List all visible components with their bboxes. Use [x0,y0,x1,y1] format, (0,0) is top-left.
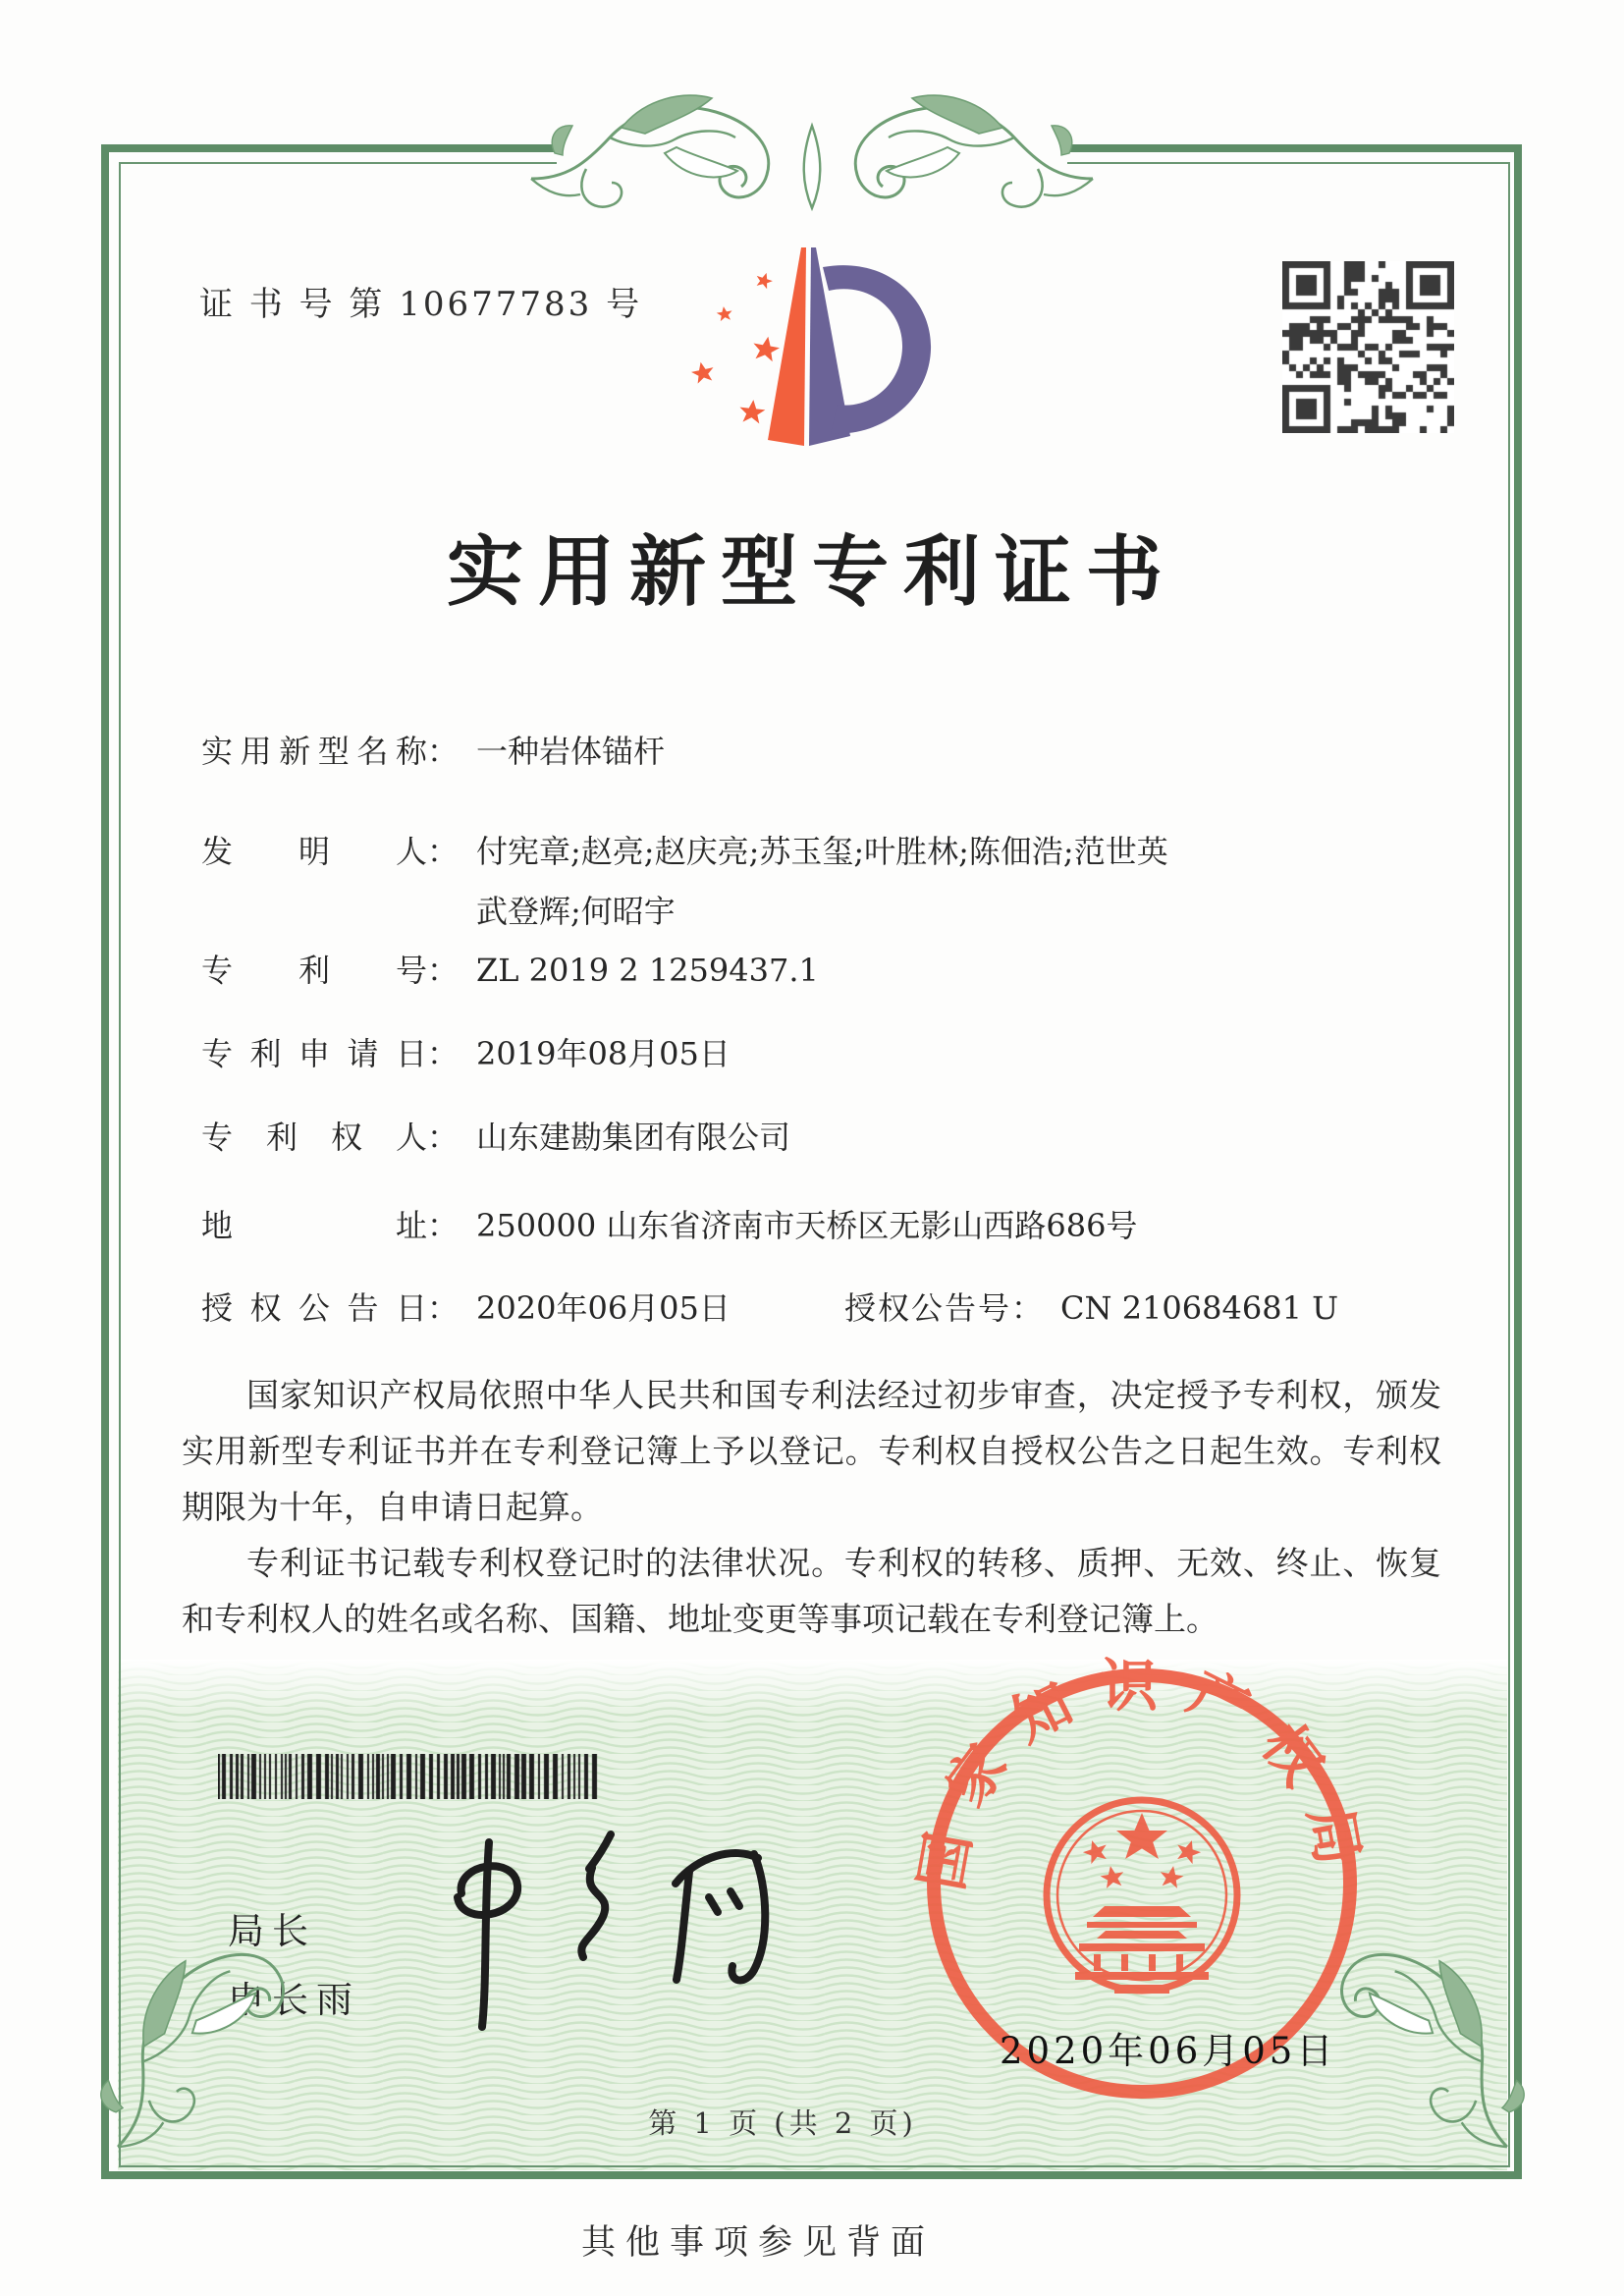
field-patentee [201,1113,790,1158]
certificate-number: 证 书 号 第 10677783 号 [199,285,643,324]
colon: ： [427,1119,460,1156]
colon: ： [427,833,460,870]
logo-cone-left [768,247,806,446]
back-side-note: 其他事项参见背面 [580,2223,935,2263]
official-seal [884,1620,1414,2180]
colon: ： [427,1035,460,1072]
field-label: 授权公告号 [844,1289,1012,1327]
legal-paragraph-1: 国家知识产权局依照中华人民共和国专利法经过初步审查，决定授予专利权，颁发实用新型专利证书并在专利登记簿上予以登记。专利权自授权公告之日起生效。专利权期限为十年，自申请日起算。 [182,1376,1441,1526]
director-name: 申长雨 [228,1979,360,2021]
logo-p-bowl [823,265,931,433]
logo-stars [689,270,781,424]
field-label: 地址 [201,1207,427,1244]
page-number: 第 1 页 (共 2 页) [648,2106,917,2140]
field-value: CN 210684681 U [1060,1289,1339,1327]
seal-org-text: 国家知识产权局 [907,1652,1377,1895]
seal-date: 2020年06月05日 [1000,2030,1337,2072]
colon: ： [427,1289,460,1327]
field-value: 250000 山东省济南市天桥区无影山西路686号 [476,1207,1138,1244]
top-floral-ornament [517,75,1107,242]
field-value: 一种岩体锚杆 [476,733,666,770]
field-grant-number [844,1284,1338,1329]
field-utility-model-name [201,727,665,772]
colon: ： [1011,1289,1044,1327]
field-inventors [201,827,1168,872]
field-inventors-line2 [201,887,676,932]
field-label: 专利号 [201,952,427,989]
field-value: 武登辉;何昭宇 [476,893,676,930]
field-address [201,1201,1137,1246]
cnipa-logo [619,218,982,473]
legal-text [182,1367,1441,1647]
field-label: 发明人 [201,833,427,870]
svg-text:国家知识产权局 [907,1653,1376,1895]
certificate-title: 实用新型专利证书 [446,527,1177,617]
director-role-label: 局长 [228,1910,316,1952]
field-value: 山东建勘集团有限公司 [476,1119,791,1156]
colon: ： [427,952,460,989]
field-value: ZL 2019 2 1259437.1 [476,952,819,989]
colon: ： [427,733,460,770]
legal-paragraph-2: 专利证书记载专利权登记时的法律状况。专利权的转移、质押、无效、终止、恢复和专利权人的姓名或名称、国籍、地址变更等事项记载在专利登记簿上。 [182,1544,1441,1638]
colon: ： [427,1207,460,1244]
field-filing-date [201,1029,731,1074]
qr-code [1282,261,1454,433]
field-value: 付宪章;赵亮;赵庆亮;苏玉玺;叶胜林;陈佃浩;范世英 [476,833,1168,870]
seal-national-emblem [1047,1800,1237,1994]
field-label: 实用新型名称 [201,733,427,770]
field-value: 2019年08月05日 [476,1035,731,1072]
field-grant-row [201,1284,1339,1329]
field-label: 专利申请日 [201,1035,427,1072]
field-label: 授权公告日 [201,1289,427,1327]
field-label: 专利权人 [201,1119,427,1156]
field-patent-number [201,946,819,991]
field-value: 2020年06月05日 [476,1289,731,1327]
barcode [218,1754,603,1799]
